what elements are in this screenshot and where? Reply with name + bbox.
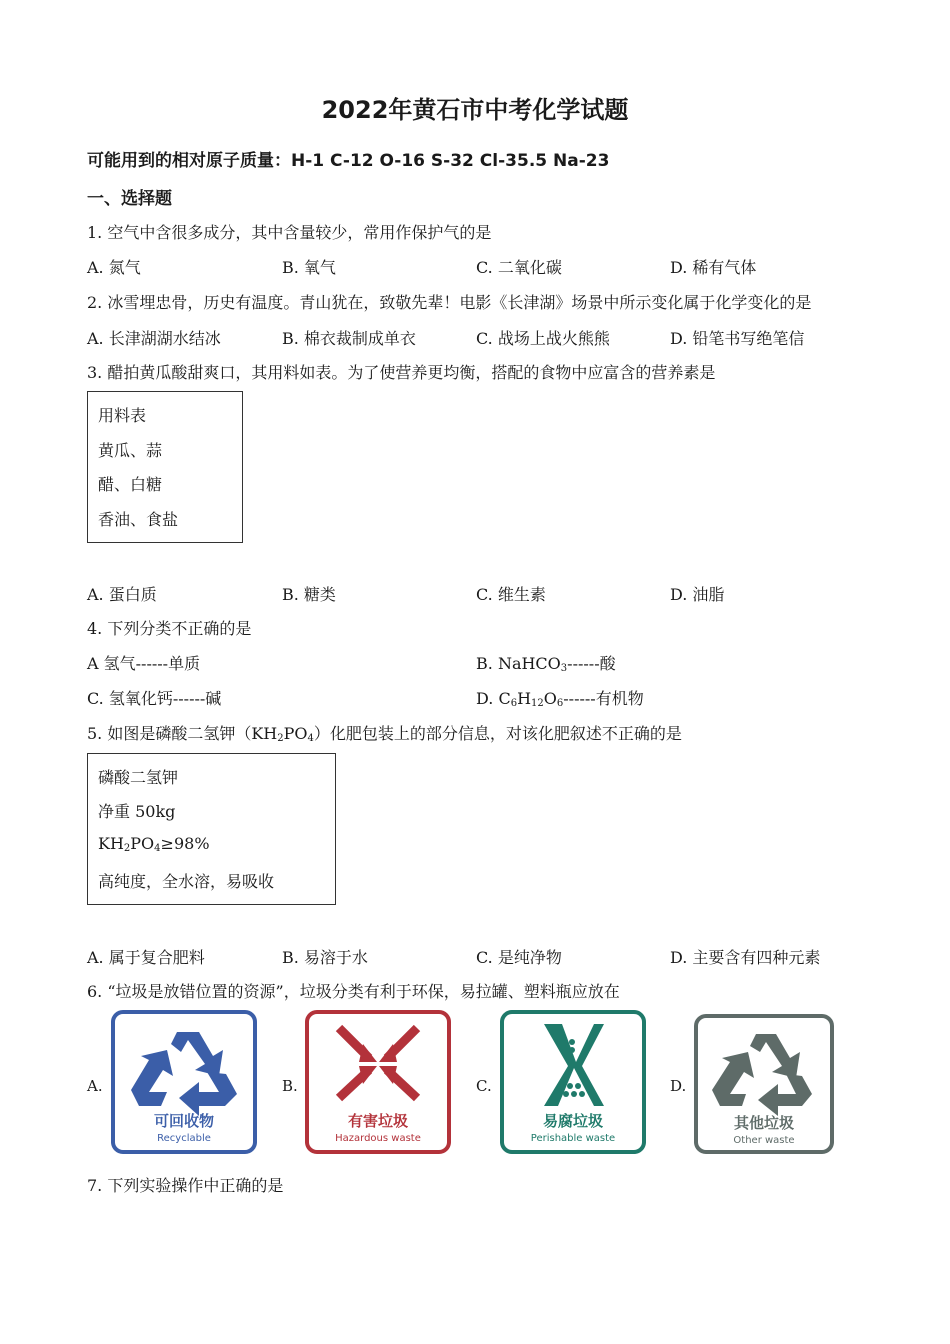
q1-option-b: B. 氧气: [282, 258, 336, 277]
formula-part: C: [498, 689, 511, 708]
option-letter: D.: [476, 689, 499, 708]
formula-part: O: [543, 689, 557, 708]
subscript: 12: [531, 698, 544, 709]
q4-option-d: [476, 686, 644, 709]
ingredients-row: 香油、食盐: [98, 510, 179, 529]
q3-option-d: D. 油脂: [670, 585, 725, 604]
hazardous-bin-sign: [305, 1010, 451, 1154]
recyclable-bin-sign: [111, 1010, 257, 1154]
subscript: 4: [307, 733, 314, 744]
ingredients-row: 黄瓜、蒜: [98, 441, 163, 460]
fertilizer-feature: 高纯度，全水溶，易吸收: [98, 872, 275, 891]
q1-option-c: C. 二氧化碳: [476, 258, 562, 277]
question-4: 4. 下列分类不正确的是: [87, 619, 252, 638]
subscript: 2: [123, 843, 131, 854]
formula-part: KH: [98, 834, 124, 853]
bin-cn-label: 易腐垃圾: [542, 1112, 603, 1130]
q2-option-a: A. 长津湖湖水结冰: [87, 329, 221, 348]
formula-part: NaHCO: [497, 654, 561, 673]
subscript: 3: [560, 663, 568, 674]
q3-option-c: C. 维生素: [476, 585, 546, 604]
bin-cn-label: 其他垃圾: [733, 1114, 794, 1132]
question-7: 7. 下列实验操作中正确的是: [87, 1176, 284, 1195]
ingredients-table: [87, 391, 243, 543]
option-letter: B.: [476, 654, 498, 673]
stem-part: 5. 如图是磷酸二氢钾（KH: [87, 724, 278, 743]
formula-part: ------酸: [567, 654, 616, 673]
formula-part: ≥98%: [160, 834, 210, 853]
question-5: [87, 721, 682, 744]
question-2: 2. 冰雪埋忠骨，历史有温度。青山犹在，致敬先辈！电影《长津湖》场景中所示变化属于化学变化的是: [87, 293, 812, 312]
formula-part: ------有机物: [563, 689, 644, 708]
q6-option-c-letter: C.: [476, 1077, 492, 1095]
q5-option-c: C. 是纯净物: [476, 948, 562, 967]
subscript: 6: [510, 698, 518, 709]
q6-option-d-letter: D.: [670, 1077, 687, 1095]
question-1: 1. 空气中含很多成分，其中含量较少，常用作保护气的是: [87, 223, 492, 242]
fertilizer-weight: 净重 50kg: [98, 802, 176, 821]
page-title: 2022年黄石市中考化学试题: [321, 96, 629, 124]
question-6: 6. “垃圾是放错位置的资源”，垃圾分类有利于环保，易拉罐、塑料瓶应放在: [87, 982, 620, 1001]
q6-option-b-letter: B.: [282, 1077, 298, 1095]
bin-en-label: Hazardous waste: [335, 1133, 421, 1144]
stem-part: ）化肥包装上的部分信息，对该化肥叙述不正确的是: [313, 724, 682, 743]
perishable-bin-sign: [500, 1010, 646, 1154]
ingredients-row: 醋、白糖: [98, 475, 163, 494]
bin-cn-label: 可回收物: [153, 1112, 214, 1130]
formula-part: H: [517, 689, 532, 708]
subscript: 6: [556, 698, 564, 709]
atomic-mass-line: 可能用到的相对原子质量：H-1 C-12 O-16 S-32 Cl-35.5 Na-23: [87, 151, 610, 171]
q5-option-d: D. 主要含有四种元素: [670, 948, 821, 967]
other-waste-bin-sign: [694, 1014, 834, 1154]
q3-option-a: A. 蛋白质: [87, 585, 157, 604]
q1-option-d: D. 稀有气体: [670, 258, 757, 277]
formula-part: PO: [130, 834, 155, 853]
ingredients-table-header: 用料表: [98, 406, 147, 425]
q4-option-b: [476, 651, 616, 674]
fertilizer-name: 磷酸二氢钾: [98, 768, 179, 787]
q1-option-a: A. 氮气: [87, 258, 141, 277]
q3-option-b: B. 糖类: [282, 585, 336, 604]
question-3: 3. 醋拍黄瓜酸甜爽口，其用料如表。为了使营养更均衡，搭配的食物中应富含的营养素是: [87, 363, 716, 382]
subscript: 4: [154, 843, 161, 854]
fertilizer-label: [87, 753, 336, 905]
bin-en-label: Recyclable: [157, 1133, 211, 1144]
q2-option-b: B. 棉衣裁制成单衣: [282, 329, 416, 348]
q2-option-d: D. 铅笔书写绝笔信: [670, 329, 805, 348]
q2-option-c: C. 战场上战火熊熊: [476, 329, 610, 348]
bin-en-label: Perishable waste: [530, 1133, 616, 1144]
subscript: 2: [277, 733, 284, 744]
bin-en-label: Other waste: [733, 1135, 795, 1146]
q4-option-c: C. 氢氧化钙------碱: [87, 689, 222, 708]
q4-option-a: A 氢气------单质: [87, 654, 201, 673]
q5-option-b: B. 易溶于水: [282, 948, 368, 967]
q6-option-a-letter: A.: [87, 1077, 103, 1095]
fertilizer-purity: [98, 834, 210, 854]
bin-cn-label: 有害垃圾: [347, 1112, 408, 1130]
q5-option-a: A. 属于复合肥料: [87, 948, 205, 967]
section-heading: 一、选择题: [87, 189, 172, 209]
stem-part: PO: [283, 724, 308, 743]
